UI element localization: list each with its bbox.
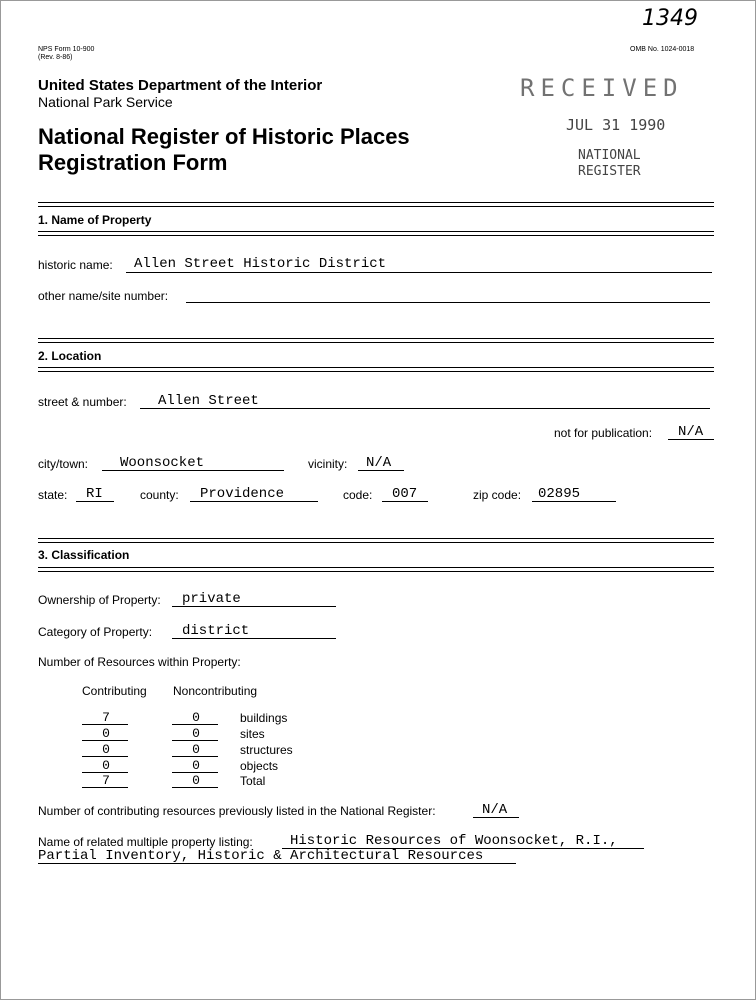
- form-id-line1: NPS Form 10-900: [38, 46, 95, 53]
- rule: [38, 542, 714, 543]
- row-sites-noncontributing[interactable]: 0: [192, 726, 200, 741]
- stamp-national: NATIONAL: [578, 148, 641, 163]
- row-line: [82, 740, 128, 741]
- not-for-publication-label: not for publication:: [554, 426, 653, 440]
- vicinity-label: vicinity:: [308, 457, 348, 471]
- state-label: state:: [38, 488, 68, 502]
- other-name-line: [186, 302, 710, 303]
- related-listing-label: Name of related multiple property listing:: [38, 835, 253, 849]
- county-label: county:: [140, 488, 179, 502]
- ownership-label: Ownership of Property:: [38, 593, 161, 607]
- street-value[interactable]: Allen Street: [158, 393, 259, 409]
- rule: [38, 367, 714, 368]
- handwritten-number: 1349: [642, 6, 698, 31]
- rule: [38, 538, 714, 539]
- zip-label: zip code:: [473, 488, 522, 502]
- historic-name-value[interactable]: Allen Street Historic District: [134, 256, 387, 272]
- previously-listed-label: Number of contributing resources previously listed in the National Register:: [38, 804, 436, 818]
- not-for-publication-value[interactable]: N/A: [678, 424, 704, 440]
- row-structures-noncontributing[interactable]: 0: [192, 742, 200, 757]
- service: National Park Service: [38, 94, 173, 110]
- col-noncontributing: Noncontributing: [173, 684, 258, 698]
- vicinity-value[interactable]: N/A: [366, 455, 392, 471]
- row-line: [172, 724, 218, 725]
- rule: [38, 231, 714, 232]
- row-total-label: Total: [240, 774, 266, 788]
- row-line: [82, 724, 128, 725]
- rule: [38, 342, 714, 343]
- row-objects-label: objects: [240, 759, 279, 773]
- rule: [38, 371, 714, 372]
- rule: [38, 571, 714, 572]
- category-label: Category of Property:: [38, 625, 153, 639]
- row-buildings-contributing[interactable]: 7: [102, 710, 110, 725]
- stamp-date: JUL 31 1990: [566, 116, 666, 134]
- omb-number: OMB No. 1024-0018: [630, 46, 695, 53]
- previously-listed-value[interactable]: N/A: [482, 802, 508, 818]
- section3-heading: 3. Classification: [38, 548, 130, 562]
- row-structures-label: structures: [240, 743, 293, 757]
- related-listing-value-line1[interactable]: Historic Resources of Woonsocket, R.I.,: [290, 833, 618, 849]
- rule: [38, 206, 714, 207]
- rule: [38, 202, 714, 203]
- department: United States Department of the Interior: [38, 77, 323, 94]
- resources-label: Number of Resources within Property:: [38, 655, 241, 669]
- city-value[interactable]: Woonsocket: [120, 455, 205, 471]
- zip-value[interactable]: 02895: [538, 486, 581, 502]
- code-value[interactable]: 007: [392, 486, 418, 502]
- category-value[interactable]: district: [182, 623, 250, 639]
- section1-heading: 1. Name of Property: [38, 213, 152, 227]
- state-value[interactable]: RI: [86, 486, 103, 502]
- row-total-contributing[interactable]: 7: [102, 773, 110, 788]
- stamp-register: REGISTER: [578, 164, 641, 179]
- historic-name-label: historic name:: [38, 258, 113, 272]
- form-title-line2: Registration Form: [38, 150, 228, 175]
- city-label: city/town:: [38, 457, 89, 471]
- row-total-noncontributing[interactable]: 0: [192, 773, 200, 788]
- row-line: [82, 756, 128, 757]
- row-line: [172, 787, 218, 788]
- row-line: [172, 756, 218, 757]
- ownership-value[interactable]: private: [182, 591, 241, 607]
- rule: [38, 235, 714, 236]
- row-buildings-label: buildings: [240, 711, 288, 725]
- rule: [38, 567, 714, 568]
- county-value[interactable]: Providence: [200, 486, 285, 502]
- code-label: code:: [343, 488, 373, 502]
- row-sites-contributing[interactable]: 0: [102, 726, 110, 741]
- received-stamp: RECEIVED: [520, 74, 684, 102]
- row-objects-contributing[interactable]: 0: [102, 758, 110, 773]
- form-id-line2: (Rev. 8-86): [38, 54, 73, 61]
- row-line: [172, 740, 218, 741]
- row-structures-contributing[interactable]: 0: [102, 742, 110, 757]
- row-buildings-noncontributing[interactable]: 0: [192, 710, 200, 725]
- row-line: [82, 787, 128, 788]
- rule: [38, 338, 714, 339]
- form-title-line1: National Register of Historic Places: [38, 124, 410, 149]
- row-sites-label: sites: [240, 727, 265, 741]
- other-name-label: other name/site number:: [38, 289, 169, 303]
- historic-name-line: [126, 272, 712, 273]
- row-objects-noncontributing[interactable]: 0: [192, 758, 200, 773]
- street-label: street & number:: [38, 395, 127, 409]
- col-contributing: Contributing: [82, 684, 147, 698]
- section2-heading: 2. Location: [38, 349, 102, 363]
- related-listing-value-line2[interactable]: Partial Inventory, Historic & Architectural Resources: [38, 848, 484, 864]
